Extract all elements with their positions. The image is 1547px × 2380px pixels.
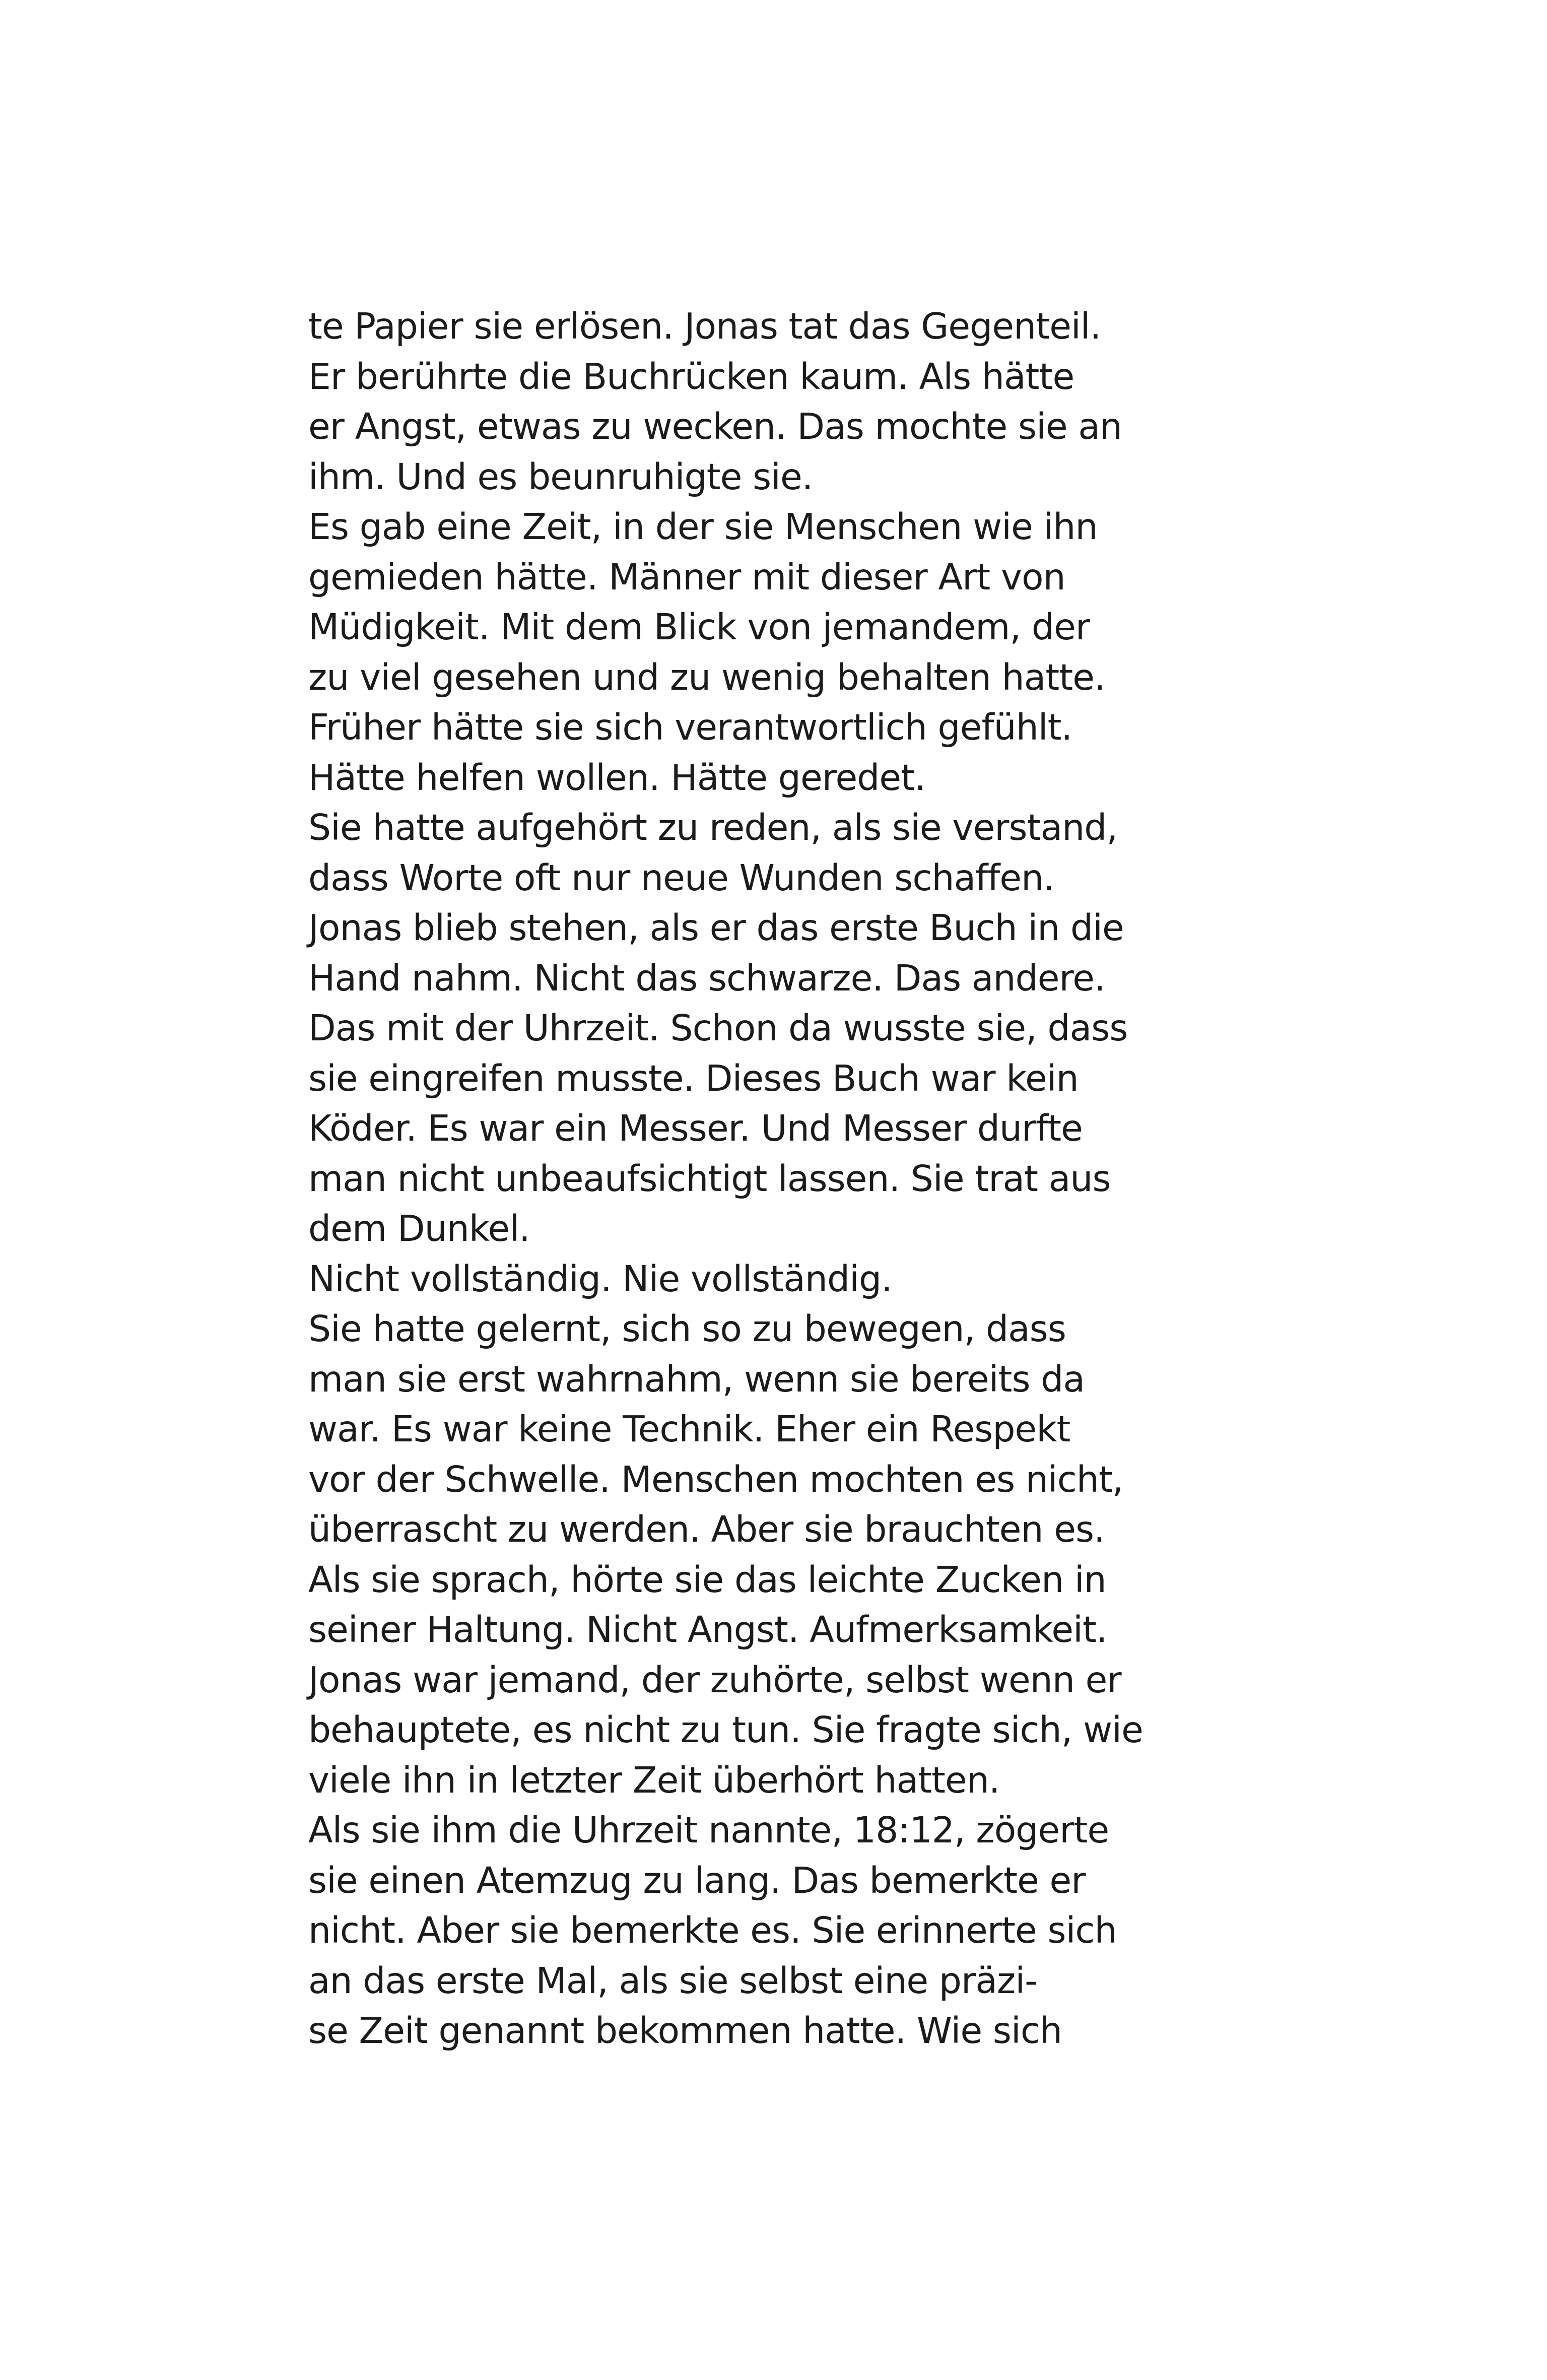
text-line: nicht. Aber sie bemerkte es. Sie erinnerte sich	[308, 1909, 1117, 1951]
body-text	[308, 301, 1265, 2056]
text-line: war. Es war keine Technik. Eher ein Respekt	[308, 1408, 1070, 1450]
text-line: gemieden hätte. Männer mit dieser Art von	[308, 556, 1065, 598]
text-line: Er berührte die Buchrücken kaum. Als hätte	[308, 355, 1074, 398]
text-line: Sie hatte gelernt, sich so zu bewegen, dass	[308, 1308, 1066, 1350]
text-line: Sie hatte aufgehört zu reden, als sie verstand,	[308, 807, 1118, 848]
text-line: seiner Haltung. Nicht Angst. Aufmerksamkeit.	[308, 1609, 1107, 1650]
text-line: sie eingreifen musste. Dieses Buch war kein	[308, 1057, 1079, 1099]
text-line: Früher hätte sie sich verantwortlich gefühlt.	[308, 706, 1072, 748]
text-line: vor der Schwelle. Menschen mochten es nicht,	[308, 1458, 1123, 1500]
text-line: er Angst, etwas zu wecken. Das mochte sie an	[308, 406, 1122, 447]
text-line: Hätte helfen wollen. Hätte geredet.	[308, 756, 925, 799]
text-line: an das erste Mal, als sie selbst eine präzi-	[308, 1959, 1037, 2002]
text-line: te Papier sie erlösen. Jonas tat das Gegenteil.	[308, 305, 1101, 347]
text-line: Als sie ihm die Uhrzeit nannte, 18:12, zögerte	[308, 1809, 1109, 1851]
text-line: überrascht zu werden. Aber sie brauchten es.	[308, 1508, 1105, 1550]
text-line: se Zeit genannt bekommen hatte. Wie sich	[308, 2010, 1062, 2052]
text-line: viele ihn in letzter Zeit überhört hatten.	[308, 1759, 1000, 1801]
text-line: sie einen Atemzug zu lang. Das bemerkte er	[308, 1859, 1086, 1901]
text-line: Köder. Es war ein Messer. Und Messer durfte	[308, 1107, 1083, 1149]
text-line: Es gab eine Zeit, in der sie Menschen wie ihn	[308, 506, 1098, 548]
text-line: Als sie sprach, hörte sie das leichte Zucken in	[308, 1558, 1106, 1601]
text-line: zu viel gesehen und zu wenig behalten hatte.	[308, 656, 1105, 698]
text-line: Hand nahm. Nicht das schwarze. Das andere.	[308, 957, 1105, 999]
text-line: Nicht vollständig. Nie vollständig.	[308, 1258, 892, 1300]
text-line: behauptete, es nicht zu tun. Sie fragte sich, wie	[308, 1709, 1143, 1751]
text-line: Jonas blieb stehen, als er das erste Buch in die	[308, 907, 1124, 949]
text-line: man nicht unbeaufsichtigt lassen. Sie trat aus	[308, 1157, 1111, 1200]
text-line: Jonas war jemand, der zuhörte, selbst wenn er	[308, 1659, 1121, 1701]
text-line: dass Worte oft nur neue Wunden schaffen.	[308, 856, 1054, 899]
text-line: man sie erst wahrnahm, wenn sie bereits da	[308, 1358, 1085, 1400]
text-line: ihm. Und es beunruhigte sie.	[308, 455, 813, 498]
text-line: Müdigkeit. Mit dem Blick von jemandem, der	[308, 606, 1090, 648]
text-line: Das mit der Uhrzeit. Schon da wusste sie, dass	[308, 1007, 1128, 1049]
text-line: dem Dunkel.	[308, 1208, 530, 1249]
